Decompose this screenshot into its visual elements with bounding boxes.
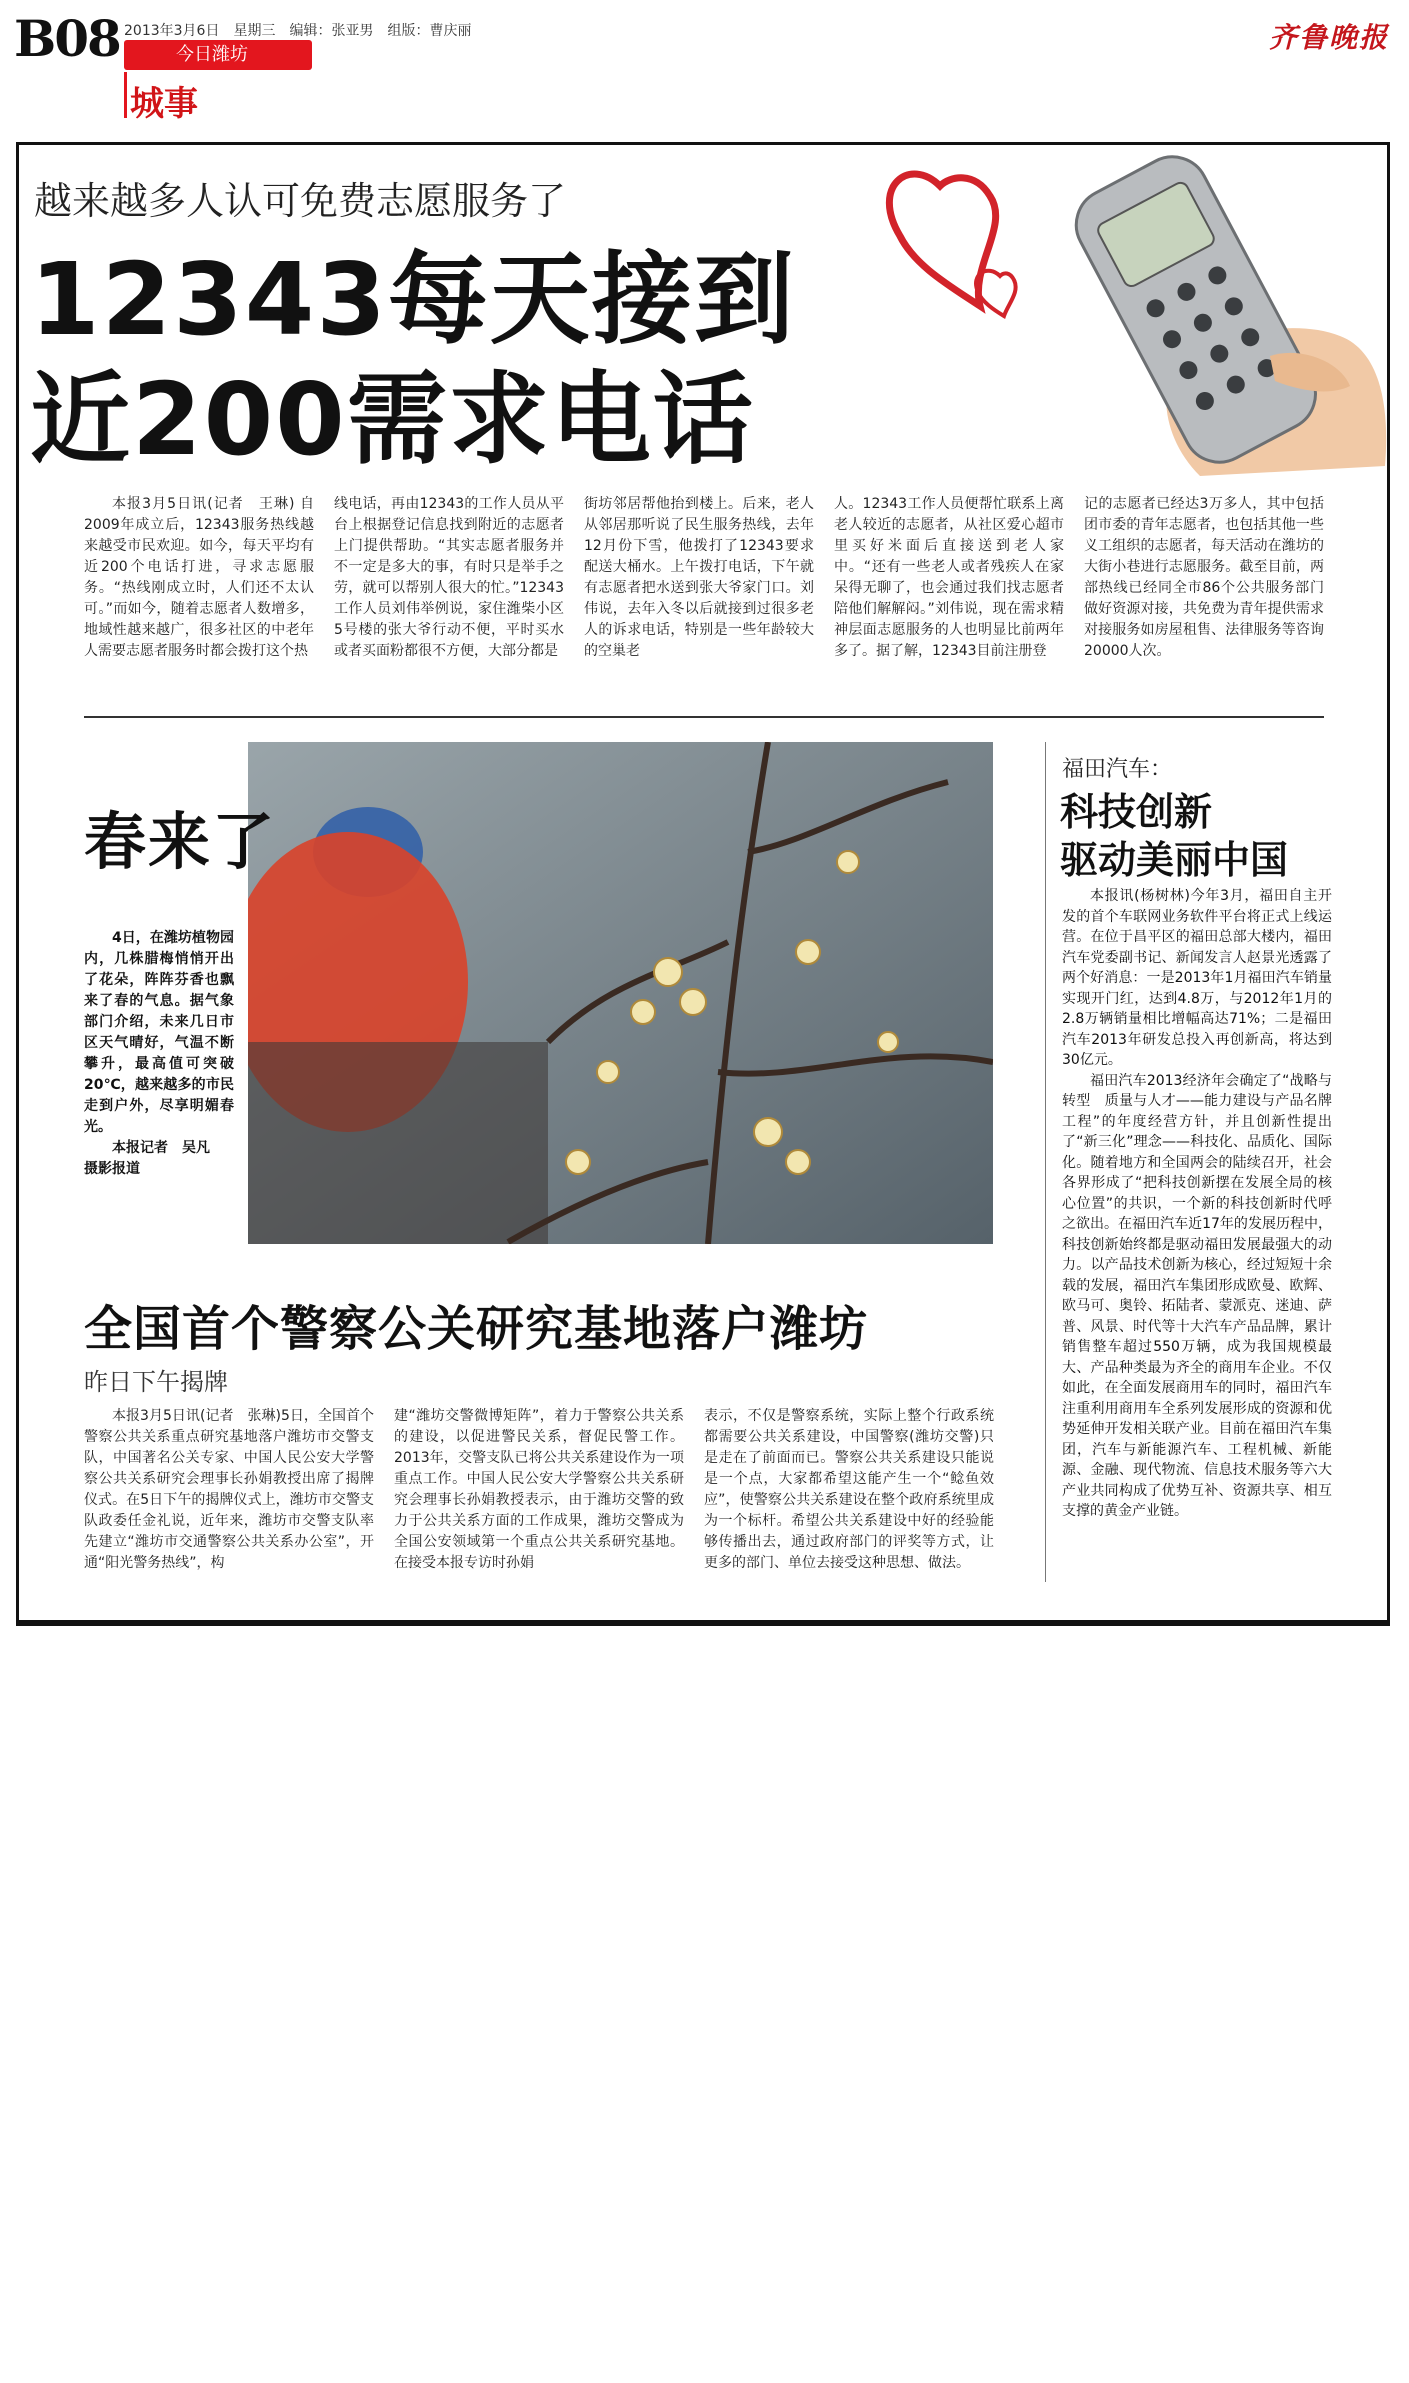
phone-body (1064, 146, 1328, 475)
photo-credit-2: 摄影报道 (84, 1161, 140, 1177)
story1-column: 人。12343工作人员便帮忙联系上离老人较近的志愿者，从社区爱心超市里买好米面后直接送到老人家中。“还有一些老人或者残疾人在家呆得无聊了，也会通过我们找志愿者陪他们解解闷。”刘伟说，现在需求精神层面志愿服务的人也明显比前两年多了。据了解，12343目前注册登 (834, 496, 1064, 659)
side-story-body: 本报讯(杨树林)今年3月，福田自主开发的首个车联网业务软件平台将正式上线运营。在位于昌平区的福田总部大楼内，福田汽车党委副书记、新闻发言人赵景光透露了两个好消息：一是2013年1月福田汽车销量实现开门红，达到4.8万，与2012年1月的2.8万辆销量相比增幅高达71%；二是福田汽车2013年研发总投入再创新高，将达到30亿元。 福田汽车2013经济年会确定了“战略与转型 质量与人才——能力建设与产品名牌工程”的年度经营方针，并且创新性提出了“新三化”理念——科技化、品质化、国际化。随着地方和全国两会的陆续召开，社会各界形成了“把科技创新摆在发展全局的核心位置”的共识，一个新的科技创新时代呼之欲出。在福田汽车近17年的发展历程中，科技创新始终都是驱动福田发展最强大的动力。以产品技术创新为核心，经过短短十余载的发展，福田汽车集团形成欧曼、欧辉、欧马可、奥铃、拓陆者、蒙派克、迷迪、萨普、风景、时代等十大汽车产品品牌，累计销售整车超过550万辆，成为我国规模最大、产品种类最为齐全的商用车企业。不仅如此，在全面发展商用车的同时，福田汽车注重利用商用车全系列发展形成的资源和优势延伸开发相关联产业。目前在福田汽车集团，汽车与新能源汽车、工程机械、新能源、金融、现代物流、信息技术服务等六大产业共同构成了优势互补、资源共享、相互支撑的黄金产业链。 (1062, 888, 1332, 1519)
story1-headline (30, 240, 796, 480)
story1-kicker: 越来越多人认可免费志愿服务了 (34, 179, 567, 223)
story3-column: 本报3月5日讯(记者 张琳)5日，全国首个警察公共关系重点研究基地落户潍坊市交警支队，中国著名公关专家、中国人民公安大学警察公共关系研究会理事长孙娟教授出席了揭牌仪式。在5日下午的揭牌仪式上，潍坊市交警支队政委任金礼说，近年来，潍坊市交警支队率先建立“潍坊市交通警察公共关系办公室”，开通“阳光警务热线”，构 (84, 1408, 374, 1571)
photo-credit: 本报记者 吴凡 (112, 1140, 210, 1156)
story1-headline-line1: 12343每天接到 (30, 241, 796, 358)
side-story-headline-line1: 科技创新 (1060, 790, 1213, 834)
plum-blossom-photo (248, 742, 993, 1244)
dateline: 2013年3月6日 星期三 编辑：张亚男 组版：曹庆丽 (124, 23, 472, 39)
story3-column: 表示，不仅是警察系统，实际上整个行政系统都需要公共关系建设，中国警察(潍坊交警)只是走在了前面而已。警察公共关系建设只能说是一个点，大家都希望这能产生一个“鲶鱼效应”，使警察公共关系建设在整个政府系统里成为一个标杆。希望公共关系建设中好的经验能够传播出去，通过政府部门的评奖等方式，让更多的部门、单位去接受这种思想、做法。 (704, 1408, 994, 1571)
photo-story-headline: 春来了 (84, 805, 277, 878)
side-story-headline-line2: 驱动美丽中国 (1060, 838, 1289, 882)
story1-column: 街坊邻居帮他抬到楼上。后来，老人从邻居那听说了民生服务热线，去年12月份下雪，他拨打了12343要求配送大桶水。上午拨打电话，下午就有志愿者把水送到张大爷家门口。刘伟说，去年入冬以后就接到过很多老人的诉求电话，特别是一些年龄较大的空巢老 (584, 496, 814, 659)
story1-column: 记的志愿者已经达3万多人，其中包括团市委的青年志愿者，也包括其他一些义工组织的志愿者，每天活动在潍坊的大街小巷进行志愿服务。截至目前，两部热线已经同全市86个公共服务部门做好资源对接，共免费为青年提供需求对接服务如房屋租售、法律服务等咨询20000人次。 (1084, 496, 1324, 659)
frame-bottom-rule (16, 1620, 1390, 1626)
side-story-headline (1060, 788, 1288, 884)
column-separator (1045, 742, 1046, 1582)
photo-caption: 4日，在潍坊植物园内，几株腊梅悄悄开出了花朵，阵阵芬香也飘来了春的气息。据气象部门介绍，未来几日市区天气晴好，气温不断攀升，最高值可突破20℃，越来越多的市民走到户外，尽享明媚春光。 本报记者 吴凡 摄影报道 (84, 928, 234, 1180)
page-number: B08 (14, 9, 120, 68)
story-divider (84, 716, 1324, 718)
section-divider (124, 72, 127, 118)
story3-subhead: 昨日下午揭牌 (84, 1368, 228, 1396)
heart-icon (889, 174, 995, 306)
section-name: 城事 (130, 84, 198, 124)
side-story-kicker: 福田汽车： (1062, 757, 1173, 782)
story1-column: 线电话，再由12343的工作人员从平台上根据登记信息找到附近的志愿者上门提供帮助。“其实志愿者服务并不一定是多大的事，有时只是举手之劳，就可以帮别人很大的忙。”12343工作人员刘伟举例说，家住潍柴小区5号楼的张大爷行动不便，平时买水或者买面粉都很不方便，大部分都是 (334, 496, 564, 659)
story1-headline-line2: 近200需求电话 (30, 361, 755, 478)
section-tab: 今日潍坊 (124, 40, 312, 70)
story3-headline: 全国首个警察公关研究基地落户潍坊 (84, 1301, 869, 1357)
phone-hand-illustration (870, 146, 1390, 476)
story1-column: 本报3月5日讯(记者 王琳) 自2009年成立后，12343服务热线越来越受市民欢迎。如今，每天平均有近200个电话打进，寻求志愿服务。“热线刚成立时，人们还不太认可。”而如今，随着志愿者人数增多，地域性越来越广，很多社区的中老年人需要志愿者服务时都会拨打这个热 (84, 496, 314, 659)
masthead-logo: 齐鲁晚报 (1268, 21, 1389, 54)
story3-column: 建“潍坊交警微博矩阵”，着力于警察公共关系的建设，以促进警民关系，督促民警工作。2013年，交警支队已将公共关系建设作为一项重点工作。中国人民公安大学警察公共关系研究会理事长孙娟教授表示，由于潍坊交警的致力于公共关系方面的工作成果，潍坊交警成为全国公安领域第一个重点公共关系研究基地。在接受本报专访时孙娟 (394, 1408, 684, 1571)
